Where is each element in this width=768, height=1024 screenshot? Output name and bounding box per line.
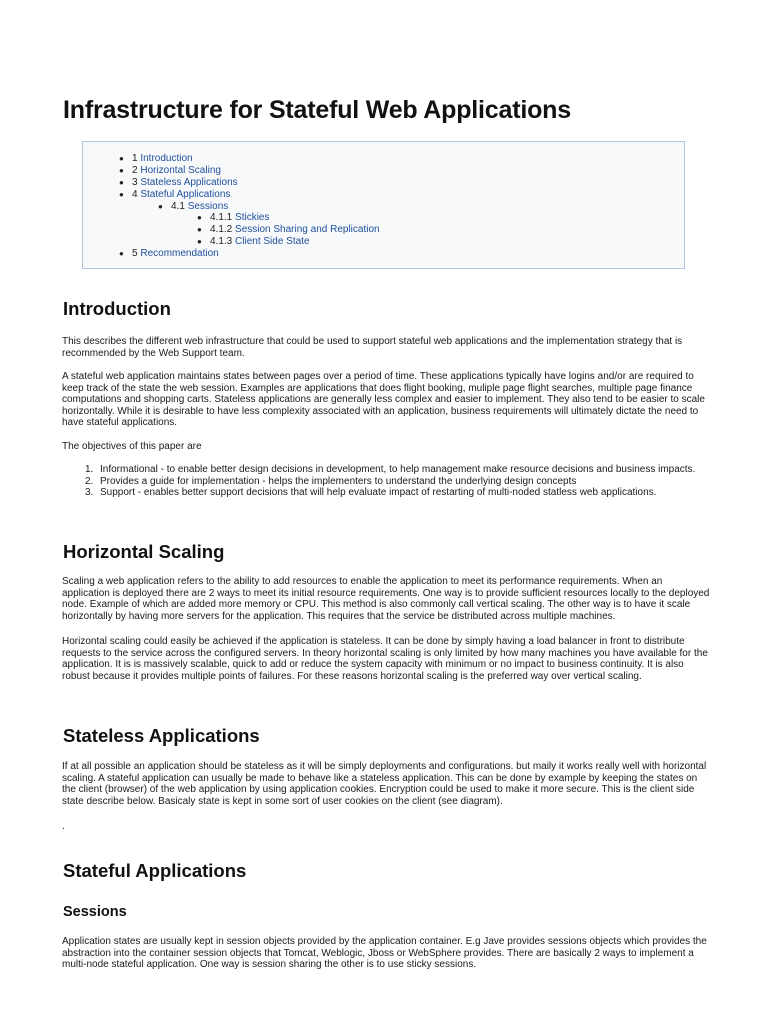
section-heading-introduction: Introduction	[63, 298, 171, 319]
page-title: Infrastructure for Stateful Web Applications	[63, 96, 571, 124]
stateless-dot: .	[62, 821, 65, 832]
toc-link-recommendation[interactable]: Recommendation	[140, 248, 219, 259]
bullet-icon: ●	[119, 154, 124, 163]
list-item	[62, 476, 712, 488]
toc-item	[119, 189, 230, 201]
toc-number: 4	[132, 189, 138, 200]
bullet-icon: ●	[119, 166, 124, 175]
horizontal-paragraph-2: Horizontal scaling could easily be achieved if the application is stateless. It can be done by simply having a load balancer in front to distribute requests to the service across the configured servers. In theory horizontal scaling is only limited by how many machines you have available for the application. It is is massively scalable, quick to add or reduce the system capacity with minimum or no impact to business continuity. It is also robust because it provides multiple points of failures. For these reasons horizontal scaling is the preferred way over vertical scaling.	[62, 636, 708, 682]
table-of-contents	[82, 141, 685, 269]
toc-number: 5	[132, 248, 138, 259]
toc-number: 1	[132, 153, 138, 164]
toc-number: 2	[132, 165, 138, 176]
sessions-paragraph-1: Application states are usually kept in session objects provided by the application container. E.g Jave provides sessions objects which provides the abstraction into the container session objects that Tomcat, Weblogic, Jboss or WebSphere provides. There are basically 2 ways to implement a multi-node stateful application. One way is session sharing the other is to use sticky sessions.	[62, 936, 707, 971]
toc-number: 4.1.2	[210, 224, 233, 235]
section-heading-stateful: Stateful Applications	[63, 860, 247, 881]
bullet-icon: ●	[119, 190, 124, 199]
toc-number: 4.1.1	[210, 212, 233, 223]
stateless-paragraph-1: If at all possible an application should be stateless as it will be simply deployments and configurations. but maily it works really well with horizontal scaling. A stateful application can usually be made to behave like a stateless application. This can be done by example by keeping the states on the client (browser) of the web application by using application cookies. Encryption could be used to make it more secure. This is the client side state describe below. Basicaly state is kept in some sort of user cookies on the client (see diagram).	[62, 761, 707, 807]
toc-link-stateless-applications[interactable]: Stateless Applications	[140, 177, 238, 188]
toc-number: 4.1	[171, 201, 185, 212]
intro-paragraph-1: This describes the different web infrastructure that could be used to support stateful web applications and the implementation strategy that is recommended by the Web Support team.	[62, 336, 683, 359]
section-heading-stateless: Stateless Applications	[63, 725, 260, 746]
list-item	[62, 487, 712, 499]
toc-number: 4.1.3	[210, 236, 233, 247]
section-heading-horizontal-scaling: Horizontal Scaling	[63, 541, 225, 562]
toc-link-stateful-applications[interactable]: Stateful Applications	[140, 189, 231, 200]
toc-item	[119, 153, 193, 165]
toc-item	[119, 177, 238, 189]
toc-link-stickies[interactable]: Stickies	[235, 212, 270, 223]
horizontal-paragraph-1: Scaling a web application refers to the ability to add resources to enable the application to meet its performance requirements. When an application is deployed there are 2 ways to meet its initial resource requirements. One way is to provide sufficient resources locally to the deployed node. Example of which are added more memory or CPU. This method is also commonly call vertical scaling. The other way is to have it scale horizontally by having more servers for the application. This requires that the service be distributed across multiple machines.	[62, 576, 710, 622]
bullet-icon: ●	[197, 237, 202, 246]
list-text: Provides a guide for implementation - helps the implementers to understand the underlying design concepts	[100, 475, 577, 487]
intro-paragraph-2: A stateful web application maintains states between pages over a period of time. These applications typically have logins and/or are required to keep track of the state the web session. Examples are applications that does flight booking, muliple page flight searches, multiple page finance computations and shopping carts. Stateless applications are generally less complex and easier to implement. They also tend to be easier to scale horizontally. While it is desirable to have less complexity associated with an application, business requirements will ultimately dictate the need to have stateful applications.	[62, 371, 705, 429]
list-text: Informational - to enable better design decisions in development, to help management make resource decisions and business impacts.	[100, 464, 696, 475]
subsection-heading-sessions: Sessions	[63, 904, 127, 920]
toc-link-sessions[interactable]: Sessions	[187, 201, 229, 212]
toc-link-session-sharing[interactable]: Session Sharing and Replication	[235, 224, 380, 235]
toc-number: 3	[132, 177, 138, 188]
bullet-icon: ●	[119, 249, 124, 258]
toc-link-horizontal-scaling[interactable]: Horizontal Scaling	[140, 165, 221, 176]
bullet-icon: ●	[197, 225, 202, 234]
list-number: 3.	[85, 487, 94, 499]
objectives-list	[62, 464, 712, 499]
list-item	[62, 464, 712, 476]
intro-paragraph-3: The objectives of this paper are	[62, 441, 202, 452]
bullet-icon: ●	[197, 213, 202, 222]
toc-item	[197, 224, 380, 236]
toc-item	[119, 165, 221, 177]
toc-item	[197, 236, 310, 248]
bullet-icon: ●	[158, 202, 163, 211]
bullet-icon: ●	[119, 178, 124, 187]
toc-item	[119, 248, 219, 260]
list-number: 2.	[85, 475, 94, 487]
list-number: 1.	[85, 464, 94, 475]
toc-link-introduction[interactable]: Introduction	[140, 153, 193, 164]
toc-item	[197, 212, 269, 224]
list-text: Support - enables better support decisions that will help evaluate impact of restarting of multi-noded statless web applications.	[100, 487, 657, 499]
toc-link-client-side-state[interactable]: Client Side State	[235, 236, 310, 247]
